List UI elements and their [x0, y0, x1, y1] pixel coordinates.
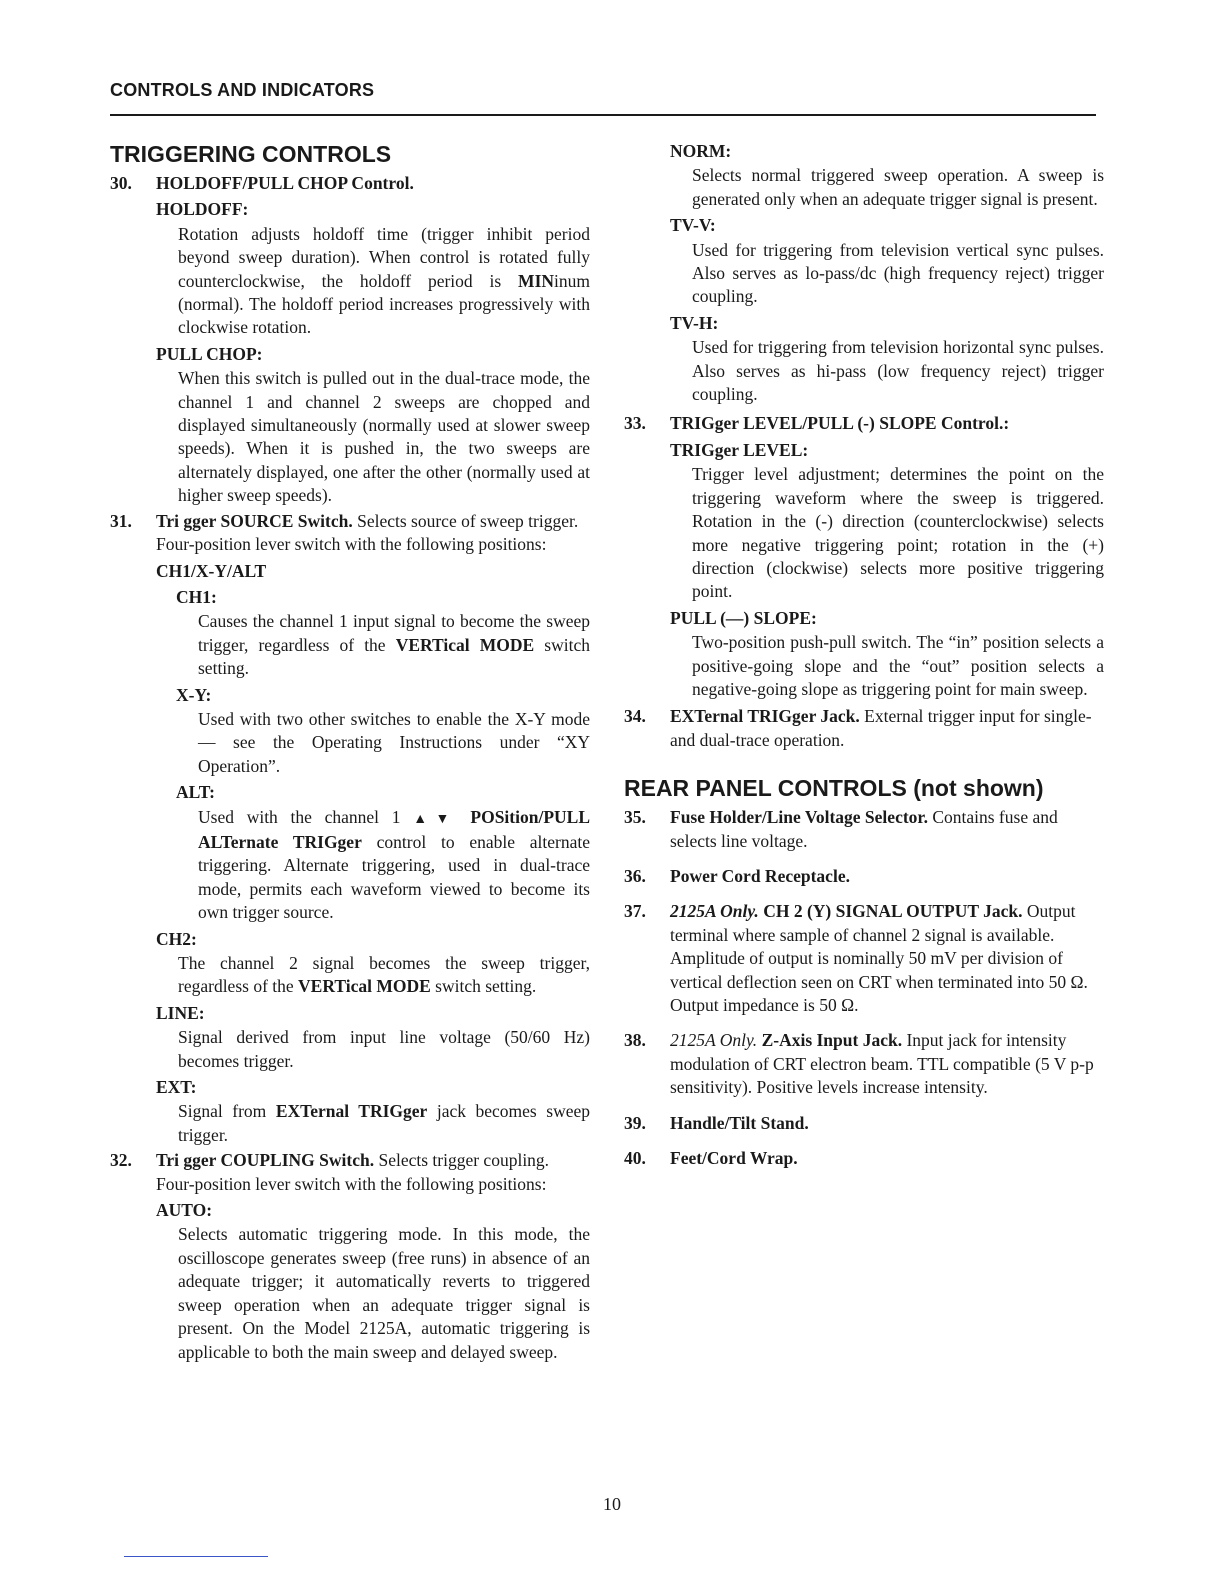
sub-body	[198, 806, 590, 925]
item-heading: CH 2 (Y) SIGNAL OUTPUT Jack.	[758, 901, 1023, 922]
bold-run: EXTernal TRIGger	[275, 1101, 428, 1122]
text-run: switch setting.	[198, 634, 590, 679]
bold-run: VERTical MODE	[395, 634, 535, 655]
item-39	[624, 1112, 1104, 1135]
sub-line	[156, 1002, 590, 1073]
item-36	[624, 865, 1104, 888]
sub-tv-v	[670, 214, 1104, 309]
sub-body: Used for triggering from television horizontal sync pulses. Also serves as hi-pass (low frequency reject) trigger coupling.	[692, 337, 1104, 405]
item-33	[624, 412, 1104, 701]
item-text: Selects source of sweep trigger. Four-position lever switch with the following positions:	[156, 510, 579, 555]
item-text: External trigger input for single- and dual-trace operation.	[670, 706, 1092, 750]
sub-body	[178, 1100, 590, 1147]
sub-label: ALT:	[176, 782, 215, 803]
item-number: 34.	[624, 706, 646, 727]
sub-body: Signal derived from input line voltage (50/60 Hz) becomes trigger.	[178, 1027, 590, 1071]
bold-run: VERTical MODE	[298, 976, 431, 997]
item-number: 37.	[624, 901, 646, 922]
item-31	[110, 510, 590, 1148]
item-30	[110, 172, 590, 508]
sub-body: Trigger level adjustment; determines the point on the triggering waveform where the sweep is triggered. Rotation in the (-) direction (counterclockwise) selects more negative triggering point; rotation in the (+) direction (clockwise) selects more positive triggering point.	[692, 464, 1104, 602]
text-run: switch setting.	[430, 976, 537, 997]
sub-label: HOLDOFF:	[156, 199, 249, 220]
item-text: Output terminal where sample of channel 2 signal is available. Amplitude of output is nominally 50 mV per division of vertical deflection seen on CRT when terminated into 50 Ω. Output impedance is 50 Ω.	[670, 901, 1088, 1015]
text-run: control to enable alternate triggering. Alternate triggering, used in dual-trace mode, permits each waveform viewed to become its own trigger source.	[198, 831, 590, 923]
page-header: CONTROLS AND INDICATORS	[110, 80, 375, 100]
right-column	[624, 140, 1104, 1172]
left-column	[110, 140, 590, 1366]
sub-label: PULL (—) SLOPE:	[670, 607, 817, 628]
item-number: 40.	[624, 1148, 646, 1169]
sub-body: When this switch is pulled out in the dual-trace mode, the channel 1 and channel 2 sweeps are chopped and displayed simultaneously (normally used at slower sweep speeds). When it is pushed in, the two sweeps are alternately displayed, one after the other (normally used at higher sweep speeds).	[178, 368, 590, 506]
item-text: Selects trigger coupling. Four-position lever switch with the following positions:	[156, 1150, 550, 1194]
sub-body: Selects normal triggered sweep operation. A sweep is generated only when an adequate trigger signal is present.	[692, 165, 1104, 209]
text-run: Signal from	[178, 1101, 276, 1122]
item-heading: Power Cord Receptacle.	[670, 865, 850, 886]
item-heading: Tri gger COUPLING Switch.	[156, 1150, 375, 1171]
sub-label: CH2:	[156, 928, 197, 949]
bold-run: MIN	[518, 270, 555, 291]
text-run: jack becomes sweep trigger.	[178, 1101, 591, 1145]
item-37	[624, 900, 1104, 1017]
sub-label: TRIGger LEVEL:	[670, 439, 809, 460]
text-run: Causes the channel 1 input signal to become the sweep trigger, regardless of the	[198, 611, 590, 655]
sub-tv-h	[670, 312, 1104, 407]
item-number: 35.	[624, 807, 646, 828]
sub-ch2	[156, 928, 590, 999]
sub-label: LINE:	[156, 1002, 205, 1023]
item-number: 39.	[624, 1112, 646, 1133]
sub-label: TV-V:	[670, 215, 716, 236]
sub-body	[178, 952, 590, 999]
sub-holdoff	[156, 198, 590, 339]
item-qualifier: 2125A Only.	[670, 1030, 758, 1051]
page-number: 10	[603, 1494, 621, 1514]
sub-label: PULL CHOP:	[156, 343, 263, 364]
sub-norm	[670, 140, 1104, 211]
text-run: Rotation adjusts holdoff time (trigger inhibit period beyond sweep duration). When control is rotated fully counterclockwise, the holdoff period is	[178, 223, 590, 291]
sub-body: Two-position push-pull switch. The “in” position selects a positive-going slope and the “out” position selects a negative-going slope as triggering point for main sweep.	[692, 632, 1104, 699]
sub-pull-chop	[156, 343, 590, 508]
item-text: Input jack for intensity modulation of CRT electron beam. TTL compatible (5 V p-p sensitivity). Positive levels increase intensity.	[670, 1030, 1094, 1098]
item-38	[624, 1029, 1104, 1099]
sub-group-ch1-xy-alt	[156, 560, 590, 925]
section-title-rear-panel: REAR PANEL CONTROLS (not shown)	[624, 775, 1044, 802]
footer-line	[124, 1556, 268, 1557]
item-heading: Feet/Cord Wrap.	[670, 1148, 798, 1169]
sub-label: EXT:	[156, 1077, 197, 1098]
item-number: 30.	[110, 173, 132, 193]
item-number: 33.	[624, 413, 646, 434]
sub-body	[198, 610, 590, 680]
text-run: Used with the channel 1	[198, 806, 414, 827]
sub-pull-slope	[670, 607, 1104, 702]
item-number: 38.	[624, 1030, 646, 1051]
item-text: Contains fuse and selects line voltage.	[670, 807, 1058, 851]
item-32	[110, 1149, 590, 1364]
item-number: 36.	[624, 865, 646, 886]
text-run: inum (normal). The holdoff period increases progressively with clockwise rotation.	[178, 270, 590, 338]
sub-label: CH1/X-Y/ALT	[156, 560, 267, 581]
text-run: The channel 2 signal becomes the sweep trigger, regardless of the	[178, 953, 590, 997]
sub-label: TV-H:	[670, 312, 719, 333]
item-heading: Handle/Tilt Stand.	[670, 1112, 809, 1133]
up-down-arrow-icon: ▲▼	[413, 811, 458, 827]
sub-body: Used with two other switches to enable the X-Y mode — see the Operating Instructions under “XY Operation”.	[198, 708, 590, 776]
sub-auto	[156, 1199, 590, 1364]
section-title-triggering: TRIGGERING CONTROLS	[110, 141, 392, 167]
item-35	[624, 806, 1104, 853]
sub-body	[178, 223, 590, 340]
item-heading: Tri gger SOURCE Switch.	[156, 510, 353, 531]
item-32-continued	[624, 140, 1104, 406]
item-40	[624, 1147, 1104, 1170]
item-number: 32.	[110, 1150, 132, 1171]
sub-ext	[156, 1076, 590, 1147]
sub-body: Selects automatic triggering mode. In this mode, the oscilloscope generates sweep (free runs) in absence of an adequate trigger; it automatically reverts to triggered sweep operation when an adequate trigger signal is present. On the Model 2125A, automatic triggering is applicable to both the main sweep and delayed sweep.	[178, 1224, 590, 1362]
sub-ch1	[176, 586, 590, 681]
item-heading: HOLDOFF/PULL CHOP Control.	[156, 173, 414, 193]
sub-xy	[176, 684, 590, 779]
sub-label: X-Y:	[176, 684, 212, 705]
sub-label: AUTO:	[156, 1200, 213, 1221]
sub-body: Used for triggering from television vertical sync pulses. Also serves as lo-pass/dc (high frequency reject) trigger coupling.	[692, 239, 1104, 307]
sub-trigger-level	[670, 439, 1104, 604]
item-number: 31.	[110, 510, 132, 531]
item-heading: Fuse Holder/Line Voltage Selector.	[670, 807, 928, 828]
header-rule	[110, 114, 1096, 116]
sub-alt	[176, 781, 590, 924]
sub-label: NORM:	[670, 141, 732, 161]
item-34	[624, 705, 1104, 752]
item-heading: TRIGger LEVEL/PULL (-) SLOPE Control.:	[670, 413, 1010, 434]
item-heading: EXTernal TRIGger Jack.	[670, 706, 860, 727]
sub-label: CH1:	[176, 586, 217, 607]
bold-run: POSition/PULL ALTernate TRIGger	[198, 806, 590, 852]
item-qualifier: 2125A Only.	[670, 901, 759, 922]
item-heading: Z-Axis Input Jack.	[757, 1030, 903, 1051]
